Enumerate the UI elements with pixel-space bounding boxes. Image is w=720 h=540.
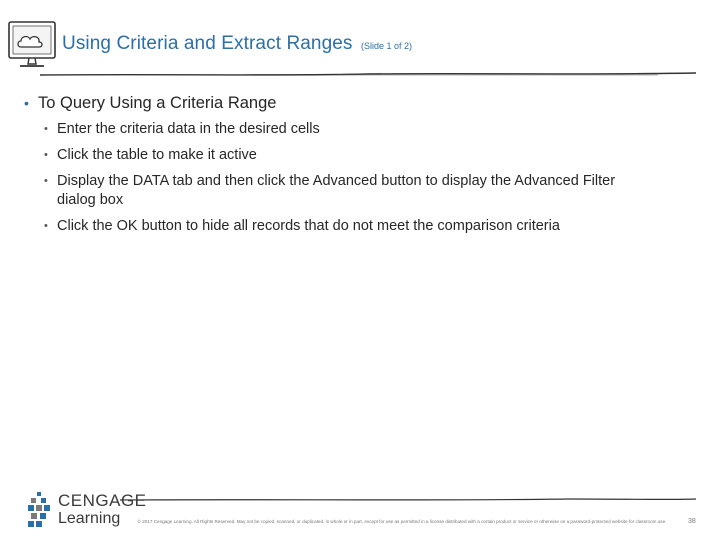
logo-wordmark-bottom: Learning	[58, 510, 121, 527]
bullet-dot-icon: •	[44, 123, 48, 135]
bullet-dot-icon: •	[24, 95, 29, 111]
sub-bullet	[24, 217, 657, 236]
title-text: Using Criteria and Extract Ranges	[62, 33, 353, 54]
sub-bullet-text: Display the DATA tab and then click the Advanced button to display the Advanced Filter dialog box	[57, 173, 616, 208]
bullet-dot-icon: •	[44, 220, 48, 232]
sub-bullet-text: Click the OK button to hide all records that do not meet the comparison criteria	[57, 218, 560, 234]
bullet-level1	[24, 92, 684, 114]
monitor-cloud-icon	[7, 20, 57, 72]
sub-bullet-text: Click the table to make it active	[57, 147, 257, 163]
title-underline	[38, 66, 698, 80]
sub-bullet	[24, 172, 657, 210]
cengage-logo	[28, 490, 147, 534]
bullet-dot-icon: •	[44, 175, 48, 187]
sub-bullet	[24, 120, 657, 139]
bullet-text: To Query Using a Criteria Range	[38, 94, 277, 112]
page-number: 38	[688, 518, 696, 525]
sub-bullet-text: Enter the criteria data in the desired cells	[57, 121, 320, 137]
title-suffix: (Slide 1 of 2)	[361, 41, 413, 51]
copyright-notice: © 2017 Cengage Learning. All Rights Reserved. May not be copied, scanned, or duplicated, in whole or in part, except for use as permitted in a license distributed with a certain product or service or otherwise on a password-protected website for classroom use.	[137, 519, 667, 524]
slide-title	[62, 33, 412, 55]
bullet-dot-icon: •	[44, 149, 48, 161]
logo-wordmark-top: CENGAGE	[58, 491, 147, 510]
sub-bullet	[24, 146, 657, 165]
content-body	[24, 92, 684, 243]
footer-divider	[118, 494, 698, 504]
cengage-logo-mark-icon	[28, 492, 50, 530]
